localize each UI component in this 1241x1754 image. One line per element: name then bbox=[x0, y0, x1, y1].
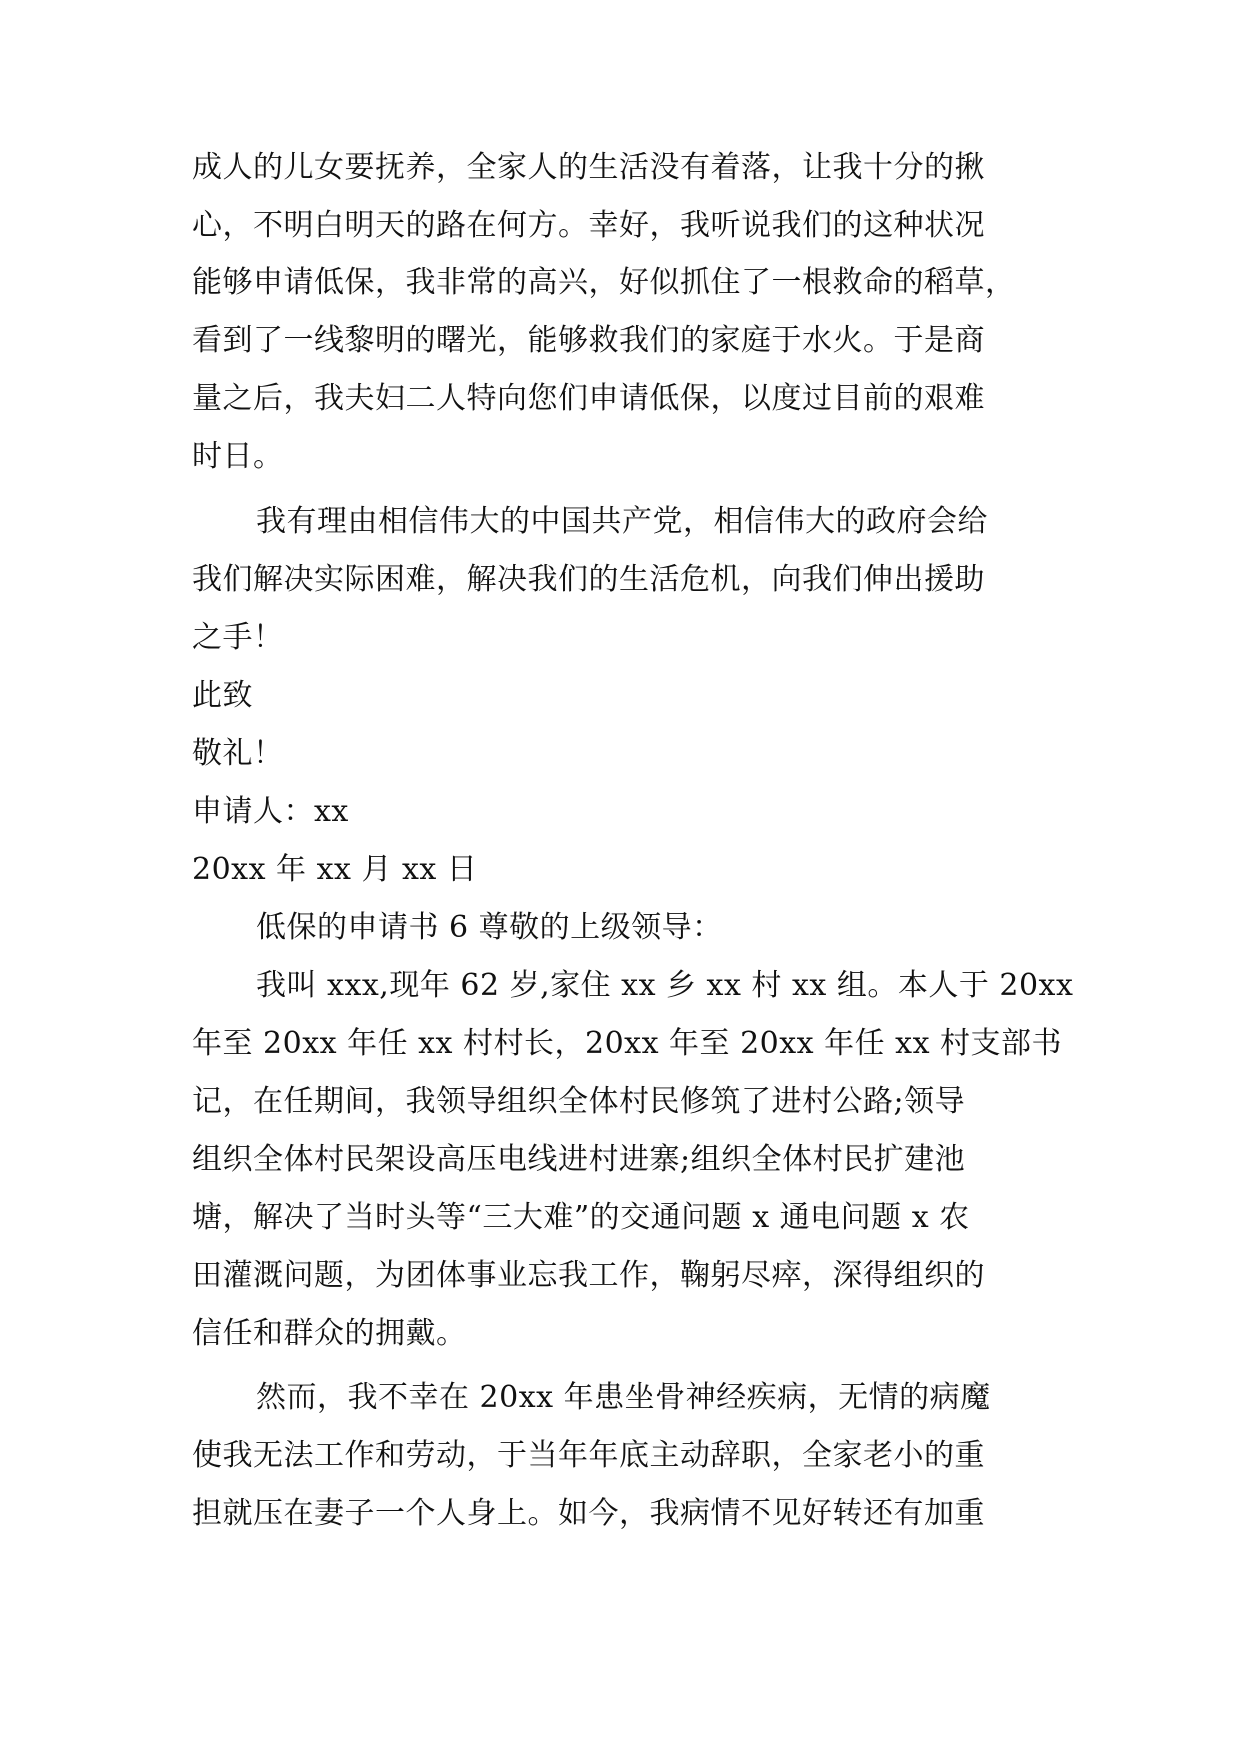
text-line: 使我无法工作和劳动，于当年年底主动辞职，全家老小的重 bbox=[192, 1438, 985, 1473]
text-line: 记，在任期间，我领导组织全体村民修筑了进村公路;领导 bbox=[192, 1084, 966, 1119]
text-line: 能够申请低保，我非常的高兴，好似抓住了一根救命的稻草， bbox=[192, 265, 1016, 300]
applicant-line: 申请人：xx bbox=[192, 794, 349, 829]
paragraph-first-line: 然而，我不幸在 20xx 年患坐骨神经疾病，无情的病魔 bbox=[256, 1380, 991, 1415]
text-line: 担就压在妻子一个人身上。如今，我病情不见好转还有加重 bbox=[192, 1496, 985, 1531]
closing-salutation: 此致 bbox=[192, 678, 253, 713]
text-line: 我们解决实际困难，解决我们的生活危机，向我们伸出援助 bbox=[192, 562, 985, 597]
text-line: 时日。 bbox=[192, 439, 284, 474]
text-line: 塘，解决了当时头等“三大难”的交通问题 x 通电问题 x 农 bbox=[192, 1200, 970, 1235]
text-line: 心，不明白明天的路在何方。幸好，我听说我们的这种状况 bbox=[192, 208, 985, 243]
text-line: 之手！ bbox=[192, 620, 284, 655]
text-line: 年至 20xx 年任 xx 村村长，20xx 年至 20xx 年任 xx 村支部书 bbox=[192, 1026, 1063, 1061]
paragraph-first-line: 我有理由相信伟大的中国共产党，相信伟大的政府会给 bbox=[256, 504, 988, 539]
text-line: 组织全体村民架设高压电线进村进寨;组织全体村民扩建池 bbox=[192, 1142, 966, 1177]
text-line: 量之后，我夫妇二人特向您们申请低保，以度过目前的艰难 bbox=[192, 381, 985, 416]
text-line: 田灌溉问题，为团体事业忘我工作，鞠躬尽瘁，深得组织的 bbox=[192, 1258, 985, 1293]
text-line: 成人的儿女要抚养，全家人的生活没有着落，让我十分的揪 bbox=[192, 150, 985, 185]
text-line: 信任和群众的拥戴。 bbox=[192, 1316, 467, 1351]
paragraph-first-line: 我叫 xxx,现年 62 岁,家住 xx 乡 xx 村 xx 组。本人于 20xx bbox=[256, 968, 1074, 1003]
date-line: 20xx 年 xx 月 xx 日 bbox=[192, 852, 478, 887]
section-heading: 低保的申请书 6 尊敬的上级领导： bbox=[256, 910, 723, 945]
text-line: 看到了一线黎明的曙光，能够救我们的家庭于水火。于是商 bbox=[192, 323, 985, 358]
closing-regards: 敬礼！ bbox=[192, 736, 284, 771]
